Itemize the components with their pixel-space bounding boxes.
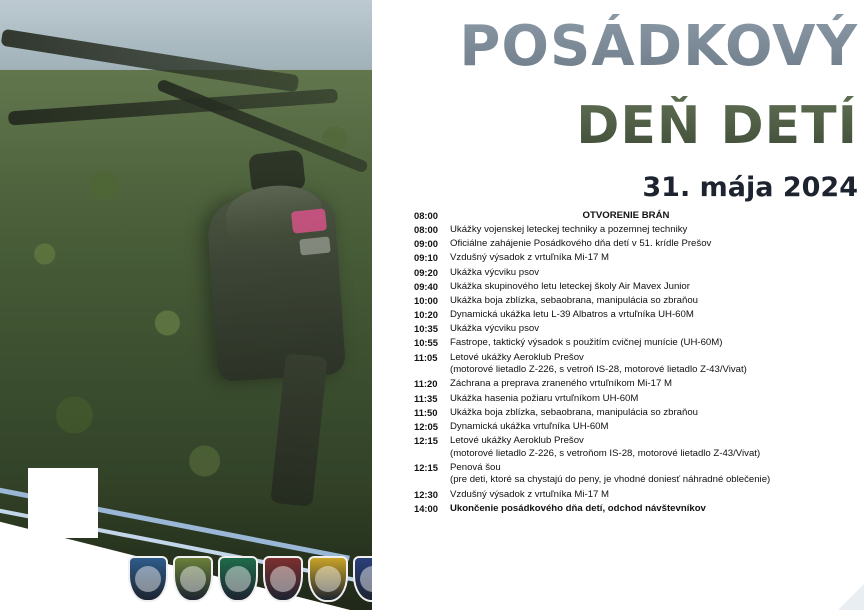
schedule-time: 09:10 <box>414 252 438 264</box>
schedule-description-line1: Dynamická ukážka letu L-39 Albatros a vrtuľníka UH-60M <box>450 309 694 321</box>
unit-emblems <box>128 556 372 602</box>
schedule-description-line1: Záchrana a preprava zraneného vrtuľníkom Mi-17 M <box>450 378 672 390</box>
schedule-row <box>414 421 862 434</box>
schedule-row <box>414 462 862 487</box>
schedule-time: 09:40 <box>414 280 438 292</box>
schedule-description <box>450 295 862 308</box>
schedule-time: 10:35 <box>414 323 438 335</box>
unit-emblem-3 <box>218 556 258 602</box>
schedule-description-line1: Penová šou <box>450 461 501 473</box>
schedule-time: 08:00 <box>414 210 438 221</box>
schedule-time: 09:20 <box>414 266 438 278</box>
schedule-row <box>414 337 862 350</box>
qr-code-grid <box>28 468 98 538</box>
schedule-description-line1: OTVORENIE BRÁN <box>582 210 670 221</box>
schedule-description <box>450 238 862 251</box>
corner-fold-decoration <box>838 584 864 610</box>
schedule-time: 12:15 <box>414 461 438 473</box>
schedule-description-line1: Ukončenie posádkového dňa detí, odchod návštevníkov <box>450 502 706 514</box>
schedule-description-line1: Ukážka výcviku psov <box>450 323 540 335</box>
helicopter-photo <box>0 0 372 610</box>
schedule-row <box>414 407 862 420</box>
schedule-row <box>414 378 862 391</box>
emblem-center <box>360 566 372 592</box>
schedule-row <box>414 309 862 322</box>
schedule-description <box>450 281 862 294</box>
unit-emblem-6 <box>353 556 372 602</box>
schedule-description-line1: Fastrope, taktický výsadok s použitím cvičnej munície (UH-60M) <box>450 337 723 349</box>
emblem-center <box>135 566 161 592</box>
schedule-row <box>414 503 862 516</box>
unit-emblem-2 <box>173 556 213 602</box>
schedule-row <box>414 267 862 280</box>
event-date: 31. mája 2024 <box>642 172 858 203</box>
unit-emblem-1 <box>128 556 168 602</box>
schedule-row <box>414 295 862 308</box>
schedule-row <box>414 323 862 336</box>
schedule-description <box>450 210 862 223</box>
schedule-row <box>414 224 862 237</box>
schedule-time: 11:20 <box>414 378 438 390</box>
schedule-description-line1: Ukážka výcviku psov <box>450 266 540 278</box>
schedule-row <box>414 352 862 377</box>
schedule-description <box>450 323 862 336</box>
schedule-description-line1: Ukážka skupinového letu leteckej školy Air Mavex Junior <box>450 280 690 292</box>
schedule-description <box>450 503 862 516</box>
schedule-description-line1: Dynamická ukážka vrtuľníka UH-60M <box>450 420 609 432</box>
emblem-center <box>270 566 296 592</box>
poster-content <box>372 0 864 610</box>
schedule-description <box>450 462 862 487</box>
schedule-description-line2: (pre deti, ktoré sa chystajú do peny, je vhodné doniesť náhradné oblečenie) <box>450 474 771 486</box>
schedule-description-line1: Oficiálne zahájenie Posádkového dňa detí v 51. krídle Prešov <box>450 238 712 250</box>
emblem-center <box>315 566 341 592</box>
page-title-line2: DEŇ DETÍ <box>380 96 858 156</box>
schedule-time: 11:35 <box>414 392 438 404</box>
schedule-time: 10:55 <box>414 337 438 349</box>
schedule-row <box>414 252 862 265</box>
schedule-description-line1: Ukážky vojenskej leteckej techniky a pozemnej techniky <box>450 224 688 236</box>
emblem-center <box>180 566 206 592</box>
schedule-time: 11:05 <box>414 351 438 363</box>
schedule-time: 08:00 <box>414 224 438 236</box>
schedule-description <box>450 352 862 377</box>
schedule-description <box>450 309 862 322</box>
schedule-description-line1: Ukážka boja zblízka, sebaobrana, manipulácia so zbraňou <box>450 294 698 306</box>
schedule-description-line1: Letové ukážky Aeroklub Prešov <box>450 435 584 446</box>
unit-emblem-5 <box>308 556 348 602</box>
schedule-description-line1: Vzdušný výsadok z vrtuľníka Mi-17 M <box>450 488 610 500</box>
schedule-description-line1: Ukážka hasenia požiaru vrtuľníkom UH-60M <box>450 392 639 404</box>
schedule-description <box>450 489 862 502</box>
schedule-description-line2: (motorové lietadlo Z-226, s vetroň IS-28, motorové lietadlo Z-43/Vivat) <box>450 364 747 376</box>
unit-emblem-4 <box>263 556 303 602</box>
schedule-time: 10:00 <box>414 294 438 306</box>
schedule-description <box>450 378 862 391</box>
schedule-description <box>450 267 862 280</box>
schedule-description <box>450 252 862 265</box>
schedule-description-line2: (motorové lietadlo Z-226, s vetroňom IS-28, motorové lietadlo Z-43/Vivat) <box>450 447 761 459</box>
schedule-time: 12:05 <box>414 420 438 432</box>
schedule-row <box>414 210 862 223</box>
schedule-row <box>414 435 862 460</box>
schedule-row <box>414 281 862 294</box>
schedule-description-line1: Letové ukážky Aeroklub Prešov <box>450 351 584 363</box>
schedule-description <box>450 393 862 406</box>
page-title-line1: POSÁDKOVÝ <box>380 14 858 79</box>
schedule-description <box>450 407 862 420</box>
schedule-time: 12:15 <box>414 435 438 446</box>
schedule-description <box>450 337 862 350</box>
schedule-row <box>414 238 862 251</box>
schedule-description <box>450 421 862 434</box>
schedule-description-line1: Vzdušný výsadok z vrtuľníka Mi-17 M <box>450 252 610 264</box>
schedule-description <box>450 435 862 460</box>
schedule-time: 10:20 <box>414 309 438 321</box>
schedule-row <box>414 489 862 502</box>
qr-code[interactable] <box>28 468 98 538</box>
schedule-description <box>450 224 862 237</box>
schedule-list <box>414 210 862 517</box>
schedule-time: 09:00 <box>414 238 438 250</box>
schedule-description-line1: Ukážka boja zblízka, sebaobrana, manipulácia so zbraňou <box>450 406 698 418</box>
emblem-center <box>225 566 251 592</box>
schedule-time: 12:30 <box>414 488 438 500</box>
schedule-row <box>414 393 862 406</box>
schedule-time: 11:50 <box>414 406 438 418</box>
schedule-time: 14:00 <box>414 502 438 514</box>
